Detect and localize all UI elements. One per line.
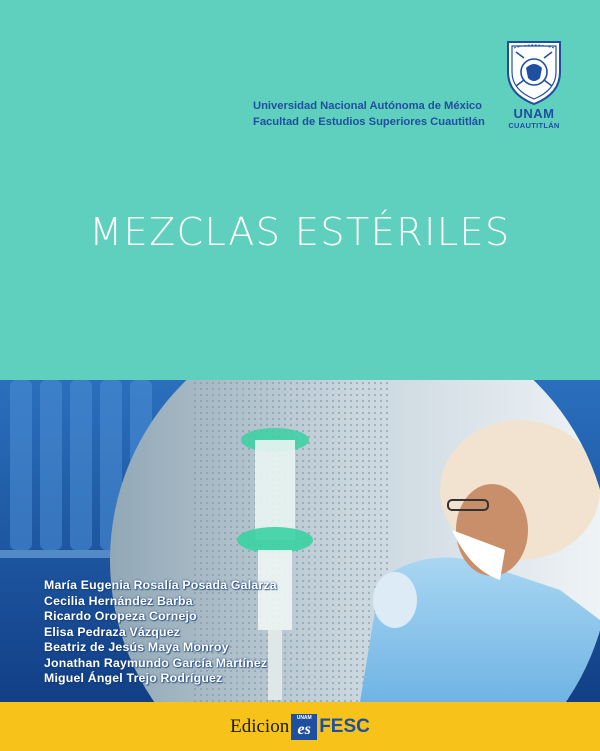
logo-text-unam: UNAM	[513, 106, 555, 121]
author-name: Ricardo Oropeza Cornejo	[44, 609, 197, 623]
publisher-suffix: FESC	[319, 716, 370, 737]
unam-crest-logo	[500, 38, 568, 128]
publisher-badge	[291, 714, 317, 740]
publisher-prefix: Edicion	[230, 716, 290, 737]
book-title: MEZCLAS ESTÉRILES	[89, 210, 511, 254]
authors-list	[44, 578, 277, 687]
university-name	[253, 98, 485, 130]
faculty-line: Facultad de Estudios Superiores Cuautitlán	[253, 116, 485, 128]
author-name: Elisa Pedraza Vázquez	[44, 624, 181, 639]
publisher-badge-small: UNAM	[296, 715, 312, 721]
publisher-logo	[0, 714, 600, 740]
author-name: Beatriz de Jesús Maya Monroy	[44, 640, 229, 654]
unam-crest-icon	[500, 38, 568, 106]
publisher-badge-text: es	[297, 721, 311, 738]
publisher-bar	[0, 702, 600, 751]
author-name: Jonathan Raymundo García Martínez	[44, 655, 268, 670]
author-name: Miguel Ángel Trejo Rodríguez	[44, 671, 223, 685]
logo-text-campus: CUAUTITLÁN	[508, 121, 560, 130]
author-name: Cecilia Hernández Barba	[44, 593, 193, 608]
university-line-1: Universidad Nacional Autónoma de México	[253, 100, 482, 112]
author-name: María Eugenia Rosalía Posada Galarza	[44, 578, 277, 592]
